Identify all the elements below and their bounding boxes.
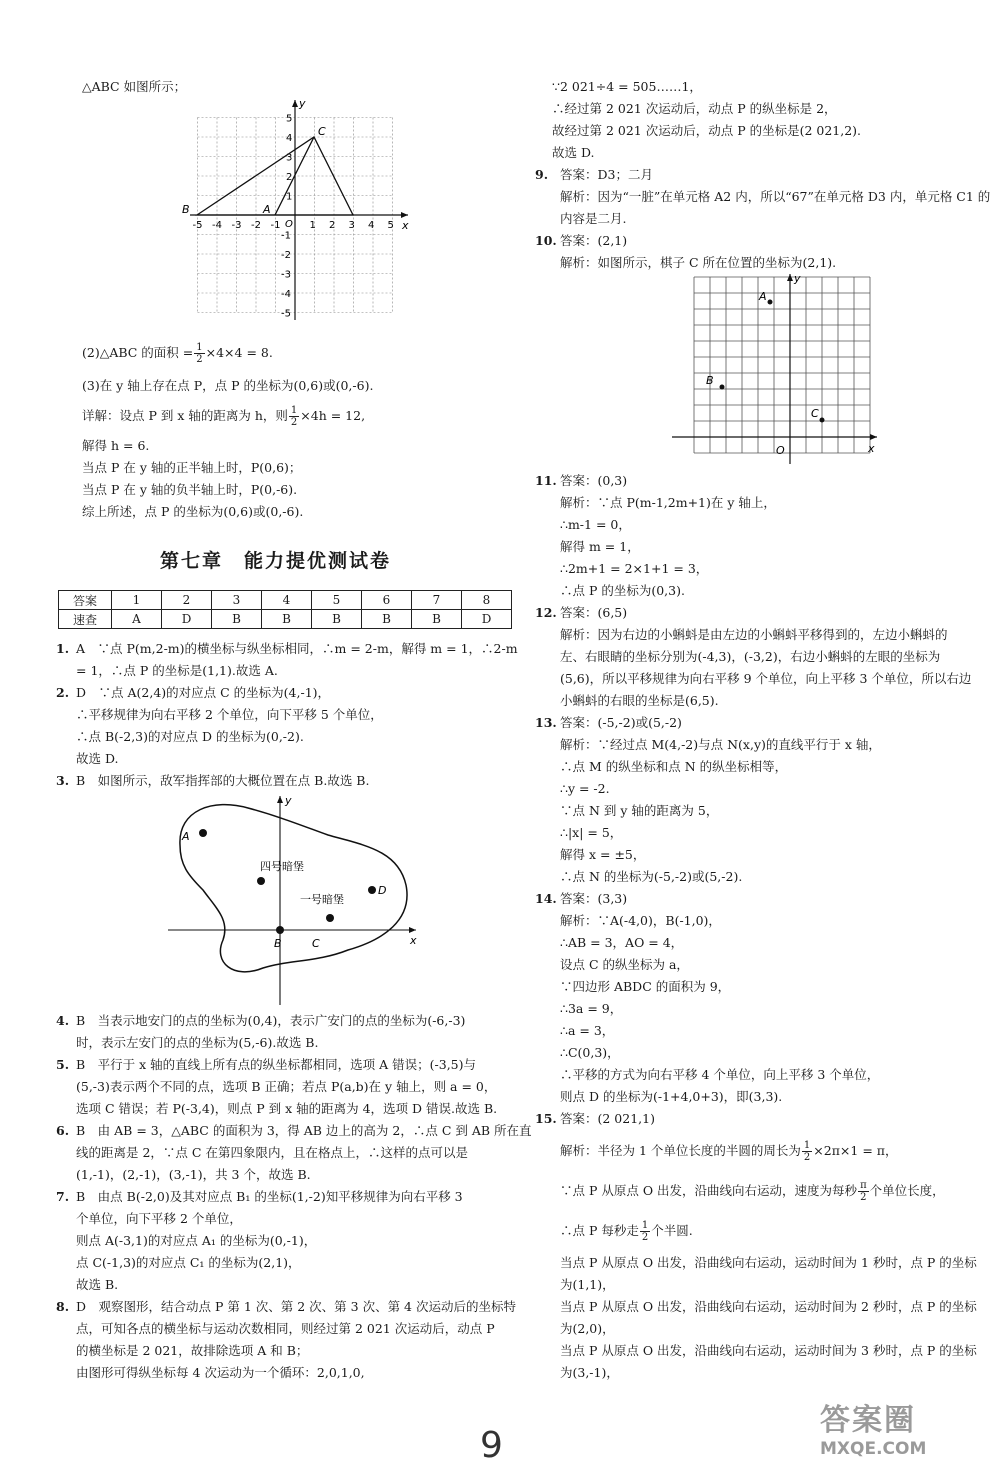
- chess-grid-figure: [672, 272, 882, 467]
- text-line: ∴经过第 2 021 次运动后，动点 P 的纵坐标是 2，: [552, 101, 837, 116]
- x-tick-label: 4: [368, 220, 375, 231]
- y-axis-label: y: [285, 794, 292, 807]
- item-number: 14.: [535, 891, 557, 906]
- text-line: ∴C(0,3)，: [560, 1045, 620, 1060]
- text-line: 选项 C 错误；若 P(-3,4)，则点 P 到 x 轴的距离为 4，选项 D 错误.故选 B.: [76, 1101, 498, 1116]
- answer-number: 6: [362, 591, 412, 610]
- chapter-title: 第七章 能力提优测试卷: [160, 550, 392, 572]
- text-line: ∴点 P 每秒走 $\frac{1}{2}$ 个半圆.: [560, 1220, 693, 1243]
- text-line: 故选 D.: [552, 145, 595, 160]
- text-line: 解析：半径为 1 个单位长度的半圆的周长为 $\frac{1}{2}$ ×2π×1 = π，: [560, 1140, 898, 1163]
- text-line: ∵点 P 从原点 O 出发，沿曲线向右运动，速度为每秒 $\frac{\pi}{2}$ 个单位长度，: [560, 1180, 945, 1203]
- text-line: 为(2,0)，: [560, 1321, 615, 1336]
- text-line: B 平行于 x 轴的直线上所有点的纵坐标都相同，选项 A 错误；(-3,5)与: [76, 1057, 477, 1072]
- item-number: 15.: [535, 1111, 557, 1126]
- item-number: 1.: [56, 641, 70, 656]
- text-line: (5,-3)表示两个不同的点，选项 B 正确；若点 P(a,b)在 y 轴上，则 a = 0，: [76, 1079, 497, 1094]
- watermark-brand: 答案圈: [820, 1403, 916, 1438]
- y-tick-label: 5: [286, 113, 293, 125]
- x-tick-label: 3: [348, 220, 355, 231]
- x-tick-label: -4: [212, 220, 222, 231]
- text-line: ∴点 N 的坐标为(-5,-2)或(5,-2).: [560, 869, 743, 884]
- text-line: 故选 B.: [76, 1277, 119, 1292]
- text-line: 解析：∵点 P(m-1,2m+1)在 y 轴上，: [560, 495, 776, 510]
- text-line: 的横坐标是 2 021，故排除选项 A 和 B；: [76, 1343, 309, 1358]
- text-line: 故选 D.: [76, 751, 119, 766]
- answer-line: 答案：(-5,-2)或(5,-2): [560, 715, 682, 730]
- answer-table-header: 速查: [59, 610, 112, 629]
- text-line: ∵点 N 到 y 轴的距离为 5，: [560, 803, 719, 818]
- x-tick-label: -2: [251, 220, 261, 231]
- text-line: ∴点 B(-2,3)的对应点 D 的坐标为(0,-2).: [76, 729, 304, 744]
- answer-number: 2: [162, 591, 212, 610]
- answer-number: 3: [212, 591, 262, 610]
- text-line: D ∵点 A(2,4)的对应点 C 的坐标为(4,-1)，: [76, 685, 331, 700]
- text-line: (5,6)，所以平移规律为向右平移 9 个单位，向上平移 3 个单位，所以右边: [560, 671, 972, 686]
- item-number: 2.: [56, 685, 70, 700]
- text-line: 解得 m = 1，: [560, 539, 640, 554]
- answer-line: 答案：(3,3): [560, 891, 628, 906]
- text-line: 当点 P 从原点 O 出发，沿曲线向右运动，运动时间为 1 秒时，点 P 的坐标: [560, 1255, 977, 1270]
- item-number: 13.: [535, 715, 557, 730]
- text-line: 解析：∵A(-4,0)，B(-1,0)，: [560, 913, 721, 928]
- detail-line: 详解：设点 P 到 x 轴的距离为 h，则 $\frac{1}{2}$ ×4h = 12,: [82, 405, 366, 428]
- point-d-label: D: [378, 884, 387, 897]
- part3-line: (3)在 y 轴上存在点 P，点 P 的坐标为(0,6)或(0,-6).: [82, 378, 374, 393]
- text-line: 内容是二月.: [560, 211, 627, 226]
- answer-value: A: [112, 610, 162, 629]
- text-line: ∴2m+1 = 2×1+1 = 3，: [560, 561, 709, 576]
- text-line: = 1，∴点 P 的坐标是(1,1).故选 A.: [76, 663, 278, 678]
- item-number: 3.: [56, 773, 70, 788]
- point-c-label: C: [312, 937, 320, 950]
- text-line: 解析：∵经过点 M(4,-2)与点 N(x,y)的直线平行于 x 轴，: [560, 737, 881, 752]
- fraction-half: $\frac{1}{2}$: [290, 405, 298, 428]
- x-axis-label: x: [402, 219, 409, 232]
- watermark: [820, 1395, 926, 1459]
- text-line: D 观察图形，结合动点 P 第 1 次、第 2 次、第 3 次、第 4 次运动后的坐标特: [76, 1299, 516, 1314]
- text-line: 线的距离是 2，∵点 C 在第四象限内，且在格点上，∴这样的点可以是: [76, 1145, 468, 1160]
- area-line: (2)△ABC 的面积 = $\frac{1}{2}$ ×4×4 = 8.: [82, 342, 273, 365]
- text-line: ∴|x| = 5，: [560, 825, 623, 840]
- text-line: 由图形可得纵坐标每 4 次运动为一个循环：2,0,1,0,: [76, 1365, 365, 1380]
- x-tick-label: -5: [192, 220, 203, 231]
- text-line: 解得 h = 6.: [82, 438, 150, 453]
- answer-number: 7: [412, 591, 462, 610]
- answer-value: B: [312, 610, 362, 629]
- text-line: 当点 P 在 y 轴的负半轴上时，P(0,-6).: [82, 482, 298, 497]
- point-c-label: C: [318, 125, 326, 138]
- text-line: ∴点 P 的坐标为(0,3).: [560, 583, 685, 598]
- x-axis-label: x: [868, 442, 875, 455]
- x-tick-label: -3: [231, 220, 242, 231]
- text-line: 为(1,1)，: [560, 1277, 615, 1292]
- x-tick-label: -1: [270, 220, 281, 231]
- answer-number: 5: [312, 591, 362, 610]
- text-line: 解析：因为“一脏”在单元格 A2 内，所以“67”在单元格 D3 内，单元格 C1 的: [560, 189, 991, 204]
- text-line: 当点 P 从原点 O 出发，沿曲线向右运动，运动时间为 3 秒时，点 P 的坐标: [560, 1343, 977, 1358]
- point-b-label: B: [274, 937, 282, 950]
- fraction-pi-half: $\frac{\pi}{2}$: [860, 1180, 867, 1203]
- bunker-1-label: 一号暗堡: [300, 893, 344, 906]
- item-number: 6.: [56, 1123, 70, 1138]
- y-tick-label: -5: [281, 308, 291, 320]
- text-line: 则点 D 的坐标为(-1+4,0+3)，即(3,3).: [560, 1089, 783, 1104]
- point-b-label: B: [182, 203, 190, 216]
- x-tick-label: 5: [387, 220, 394, 231]
- item-number: 7.: [56, 1189, 70, 1204]
- fraction-half: $\frac{1}{2}$: [641, 1220, 649, 1243]
- x-axis-label: x: [410, 934, 417, 947]
- item-number: 9.: [535, 167, 549, 182]
- bunker-4-label: 四号暗堡: [260, 860, 304, 873]
- answer-value: B: [362, 610, 412, 629]
- answer-number: 4: [262, 591, 312, 610]
- point-c-label: C: [811, 407, 819, 420]
- text-line: 当点 P 在 y 轴的正半轴上时，P(0,6)；: [82, 460, 302, 475]
- text-line: 综上所述，点 P 的坐标为(0,6)或(0,-6).: [82, 504, 304, 519]
- text-line: ∴AB = 3，AO = 4，: [560, 935, 684, 950]
- fraction-half: $\frac{1}{2}$: [803, 1140, 811, 1163]
- text-line: 故经过第 2 021 次运动后，动点 P 的坐标是(2 021,2).: [552, 123, 862, 138]
- text-line: 左、右眼睛的坐标分别为(-4,3)，(-3,2)，右边小蝌蚪的左眼的坐标为: [560, 649, 941, 664]
- answer-line: 答案：(2,1): [560, 233, 628, 248]
- y-tick-label: -3: [281, 269, 291, 281]
- y-tick-label: 1: [286, 191, 293, 203]
- point-a-label: A: [263, 203, 271, 216]
- text-line: ∴a = 3，: [560, 1023, 615, 1038]
- point-a-label: A: [182, 830, 190, 843]
- map-figure: [168, 790, 428, 1010]
- text-line: 设点 C 的纵坐标为 a，: [560, 957, 689, 972]
- y-tick-label: 4: [286, 133, 293, 144]
- text-line: 点 C(-1,3)的对应点 C₁ 的坐标为(2,1)，: [76, 1255, 301, 1270]
- answer-value: D: [462, 610, 512, 629]
- item-number: 12.: [535, 605, 557, 620]
- item-number: 8.: [56, 1299, 70, 1314]
- text-line: 个单位，向下平移 2 个单位，: [76, 1211, 242, 1226]
- answer-number: 1: [112, 591, 162, 610]
- text-line: B 当表示地安门的点的坐标为(0,4)，表示广安门的点的坐标为(-6,-3): [76, 1013, 466, 1028]
- text-line: 为(3,-1)，: [560, 1365, 619, 1380]
- text-line: 时，表示左安门的点的坐标为(5,-6).故选 B.: [76, 1035, 319, 1050]
- figure-caption: △ABC 如图所示；: [82, 79, 187, 94]
- x-tick-label: 1: [309, 220, 316, 231]
- answer-table: [58, 590, 512, 629]
- text-line: ∴平移规律为向右平移 2 个单位，向下平移 5 个单位，: [76, 707, 383, 722]
- triangle-abc-figure: [180, 95, 420, 335]
- text-line: B 由点 B(-2,0)及其对应点 B₁ 的坐标(1,-2)知平移规律为向右平移 3: [76, 1189, 463, 1204]
- y-tick-label: 2: [286, 172, 293, 183]
- answer-value: B: [412, 610, 462, 629]
- text-line: B 由 AB = 3，△ABC 的面积为 3，得 AB 边上的高为 2，∴点 C 到 AB 所在直: [76, 1123, 532, 1138]
- y-axis-label: y: [794, 272, 801, 285]
- text-line: ∴3a = 9，: [560, 1001, 623, 1016]
- origin-label: O: [776, 444, 785, 457]
- text-line: 解析：因为右边的小蝌蚪是由左边的小蝌蚪平移得到的，左边小蝌蚪的: [560, 627, 948, 642]
- y-tick-label: -1: [281, 230, 291, 242]
- item-number: 5.: [56, 1057, 70, 1072]
- point-b-label: B: [706, 374, 714, 387]
- text-line: B 如图所示，敌军指挥部的大概位置在点 B.故选 B.: [76, 773, 370, 788]
- text-line: 小蝌蚪的右眼的坐标是(6,5).: [560, 693, 719, 708]
- answer-line: 答案：D3；二月: [560, 167, 653, 182]
- answer-value: B: [212, 610, 262, 629]
- answer-value: B: [262, 610, 312, 629]
- item-number: 10.: [535, 233, 557, 248]
- fraction-half: $\frac{1}{2}$: [196, 342, 203, 365]
- text-line: ∵2 021÷4 = 505……1，: [552, 79, 702, 94]
- answer-line: 答案：(6,5): [560, 605, 628, 620]
- page-number: 9: [480, 1425, 503, 1466]
- text-line: ∵四边形 ABDC 的面积为 9，: [560, 979, 731, 994]
- x-tick-label: 2: [329, 220, 336, 231]
- answer-line: 答案：(0,3): [560, 473, 628, 488]
- item-number: 11.: [535, 473, 557, 488]
- item-number: 4.: [56, 1013, 70, 1028]
- text-line: 解得 x = ±5，: [560, 847, 646, 862]
- y-tick-label: 3: [286, 152, 293, 164]
- answer-line: 答案：(2 021,1): [560, 1111, 655, 1126]
- y-tick-label: -4: [281, 289, 291, 300]
- text-line: 当点 P 从原点 O 出发，沿曲线向右运动，运动时间为 2 秒时，点 P 的坐标: [560, 1299, 977, 1314]
- text-line: 解析：如图所示，棋子 C 所在位置的坐标为(2,1).: [560, 255, 837, 270]
- y-tick-label: -2: [281, 250, 291, 261]
- watermark-site: MXQE.COM: [820, 1439, 927, 1459]
- text-line: A ∵点 P(m,2-m)的横坐标与纵坐标相同，∴m = 2-m，解得 m = 1，∴2-m: [76, 641, 518, 656]
- text-line: ∴m-1 = 0，: [560, 517, 631, 532]
- answer-number: 8: [462, 591, 512, 610]
- text-line: 则点 A(-3,1)的对应点 A₁ 的坐标为(0,-1)，: [76, 1233, 317, 1248]
- origin-label: O: [285, 219, 293, 230]
- text-line: ∴平移的方式为向右平移 4 个单位，向上平移 3 个单位，: [560, 1067, 880, 1082]
- text-line: (1,-1)，(2,-1)，(3,-1)，共 3 个，故选 B.: [76, 1167, 311, 1182]
- text-line: ∴y = -2.: [560, 781, 610, 796]
- answer-value: D: [162, 610, 212, 629]
- y-axis-label: y: [299, 97, 306, 110]
- text-line: ∴点 M 的纵坐标和点 N 的纵坐标相等，: [560, 759, 788, 774]
- point-a-label: A: [759, 290, 767, 303]
- text-line: 点，可知各点的横坐标与运动次数相同，则经过第 2 021 次运动后，动点 P: [76, 1321, 495, 1336]
- answer-table-header: 答案: [59, 591, 112, 610]
